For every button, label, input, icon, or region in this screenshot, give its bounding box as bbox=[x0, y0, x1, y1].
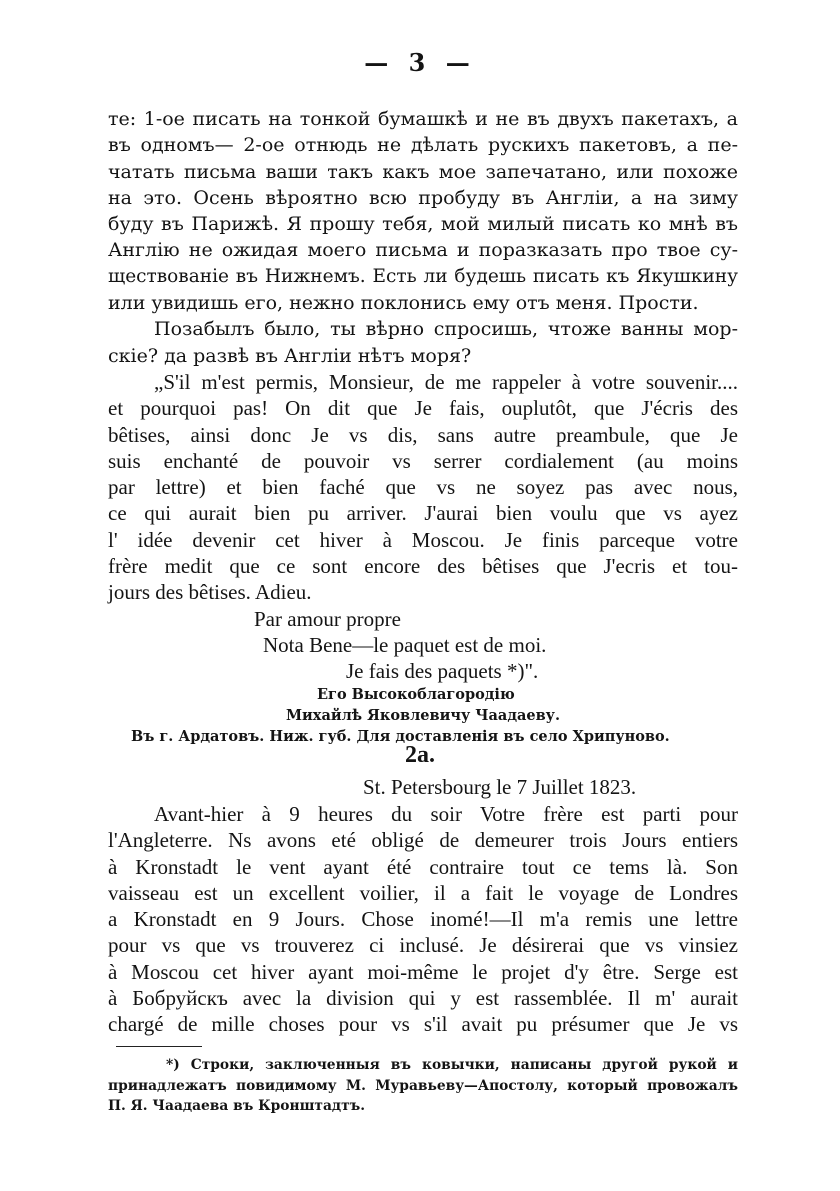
text-line: par lettre) et bien faché que vs ne soyez pas avec nous, bbox=[108, 475, 738, 500]
footnote bbox=[108, 1055, 738, 1117]
text-line: чатать письма ваши такъ какъ мое запечатано, или похоже bbox=[108, 160, 738, 183]
text-line: chargé de mille choses pour vs s'il avait pu présumer que Je vs bbox=[108, 1012, 738, 1037]
letter-date: St. Petersbourg le 7 Juillet 1823. bbox=[363, 775, 637, 799]
text-line: „S'il m'est permis, Monsieur, de me rappeler à votre souvenir.... bbox=[154, 369, 738, 394]
text-line: Англію не ожидая моего письма и поразказать про твое су- bbox=[108, 239, 738, 262]
text-line: à Бобруйскъ avec la division qui y est rassemblée. Il m' aurait bbox=[108, 986, 738, 1011]
footnote-line: принадлежатъ повидимому М. Муравьеву—Апостолу, который провожалъ bbox=[108, 1077, 738, 1094]
text-line: скіе? да развѣ въ Англіи нѣтъ моря? bbox=[108, 344, 472, 367]
text-line: a Kronstadt en 9 Jours. Chose inomé!—Il m'a remis une lettre bbox=[108, 907, 738, 932]
text-line: suis enchanté de pouvoir vs serrer cordialement (au moins bbox=[108, 448, 738, 473]
russian-paragraph bbox=[108, 106, 738, 316]
footnote-line: *) Строки, заключенныя въ ковычки, написаны другой рукой и bbox=[166, 1057, 738, 1073]
text-line: frère medit que ce sont encore des bêtises que J'ecris et tou- bbox=[108, 554, 738, 579]
text-line: jours des bêtises. Adieu. bbox=[108, 580, 312, 605]
section-number: 2a. bbox=[405, 742, 435, 768]
text-line: à Moscou cet hiver ayant moi-même le projet d'y être. Serge est bbox=[108, 959, 738, 984]
text-line: bêtises, ainsi donc Je vs dis, sans autre preambule, que Je bbox=[108, 422, 738, 447]
text-line: буду въ Парижѣ. Я прошу тебя, мой милый писать ко мнѣ въ bbox=[108, 213, 738, 236]
footnote-divider bbox=[116, 1046, 202, 1047]
russian-paragraph-2 bbox=[108, 316, 738, 369]
signature-line: Nota Bene—le paquet est de moi. bbox=[263, 632, 547, 657]
page-number: — 3 — bbox=[364, 48, 476, 77]
text-line: ществованіе въ Нижнемъ. Есть ли будешь писать къ Якушкину bbox=[108, 265, 738, 287]
text-line: à Kronstadt le vent ayant été contraire tout ce tems là. Son bbox=[108, 854, 738, 879]
text-line: или увидишь его, нежно поклонись ему отъ меня. Прости. bbox=[108, 292, 699, 315]
footnote-line: П. Я. Чаадаева въ Кронштадтъ. bbox=[108, 1098, 366, 1114]
signature-block bbox=[108, 606, 738, 684]
text-line: vaisseau est un excellent voilier, il a fait le voyage de Londres bbox=[108, 880, 738, 905]
text-line: ce qui aurait bien pu arriver. J'aurai bien voulu que vs ayez bbox=[108, 501, 738, 526]
text-line: Позабылъ было, ты вѣрно спросишь, чтоже ванны мор- bbox=[154, 318, 738, 341]
text-line: l' idée devenir cet hiver à Moscou. Je finis parceque votre bbox=[108, 527, 738, 552]
text-line: те: 1-ое писать на тонкой бумашкѣ и не въ двухъ пакетахъ, а bbox=[108, 108, 738, 130]
french-paragraph bbox=[108, 369, 738, 606]
text-line: Avant-hier à 9 heures du soir Votre frère est parti pour bbox=[154, 802, 738, 826]
text-line: l'Angleterre. Ns avons eté obligé de demeurer trois Jours entiers bbox=[108, 828, 738, 853]
address-line: Михайлѣ Яковлевичу Чаадаеву. bbox=[286, 706, 561, 724]
signature-line: Par amour propre bbox=[254, 606, 401, 631]
text-line: pour vs que vs trouverez ci inclusé. Je désirerai que vs vinsiez bbox=[108, 933, 738, 958]
text-line: на это. Осень вѣроятно всю пробуду въ Англіи, а на зиму bbox=[108, 186, 738, 209]
letter-body-first bbox=[108, 106, 738, 747]
address-line: Его Высокоблагородію bbox=[317, 685, 515, 703]
address-block bbox=[108, 684, 738, 747]
signature-line: Je fais des paquets *)". bbox=[346, 658, 539, 683]
text-line: въ одномъ— 2-ое отнюдь не дѣлать рускихъ пакетовъ, а пе- bbox=[108, 134, 738, 157]
address-line: Въ г. Ардатовъ. Ниж. губ. Для доставленія въ село Хрипуново. bbox=[131, 727, 670, 745]
letter-body-second bbox=[108, 801, 738, 1038]
text-line: et pourquoi pas! On dit que Je fais, ouplutôt, que J'écris des bbox=[108, 396, 738, 421]
